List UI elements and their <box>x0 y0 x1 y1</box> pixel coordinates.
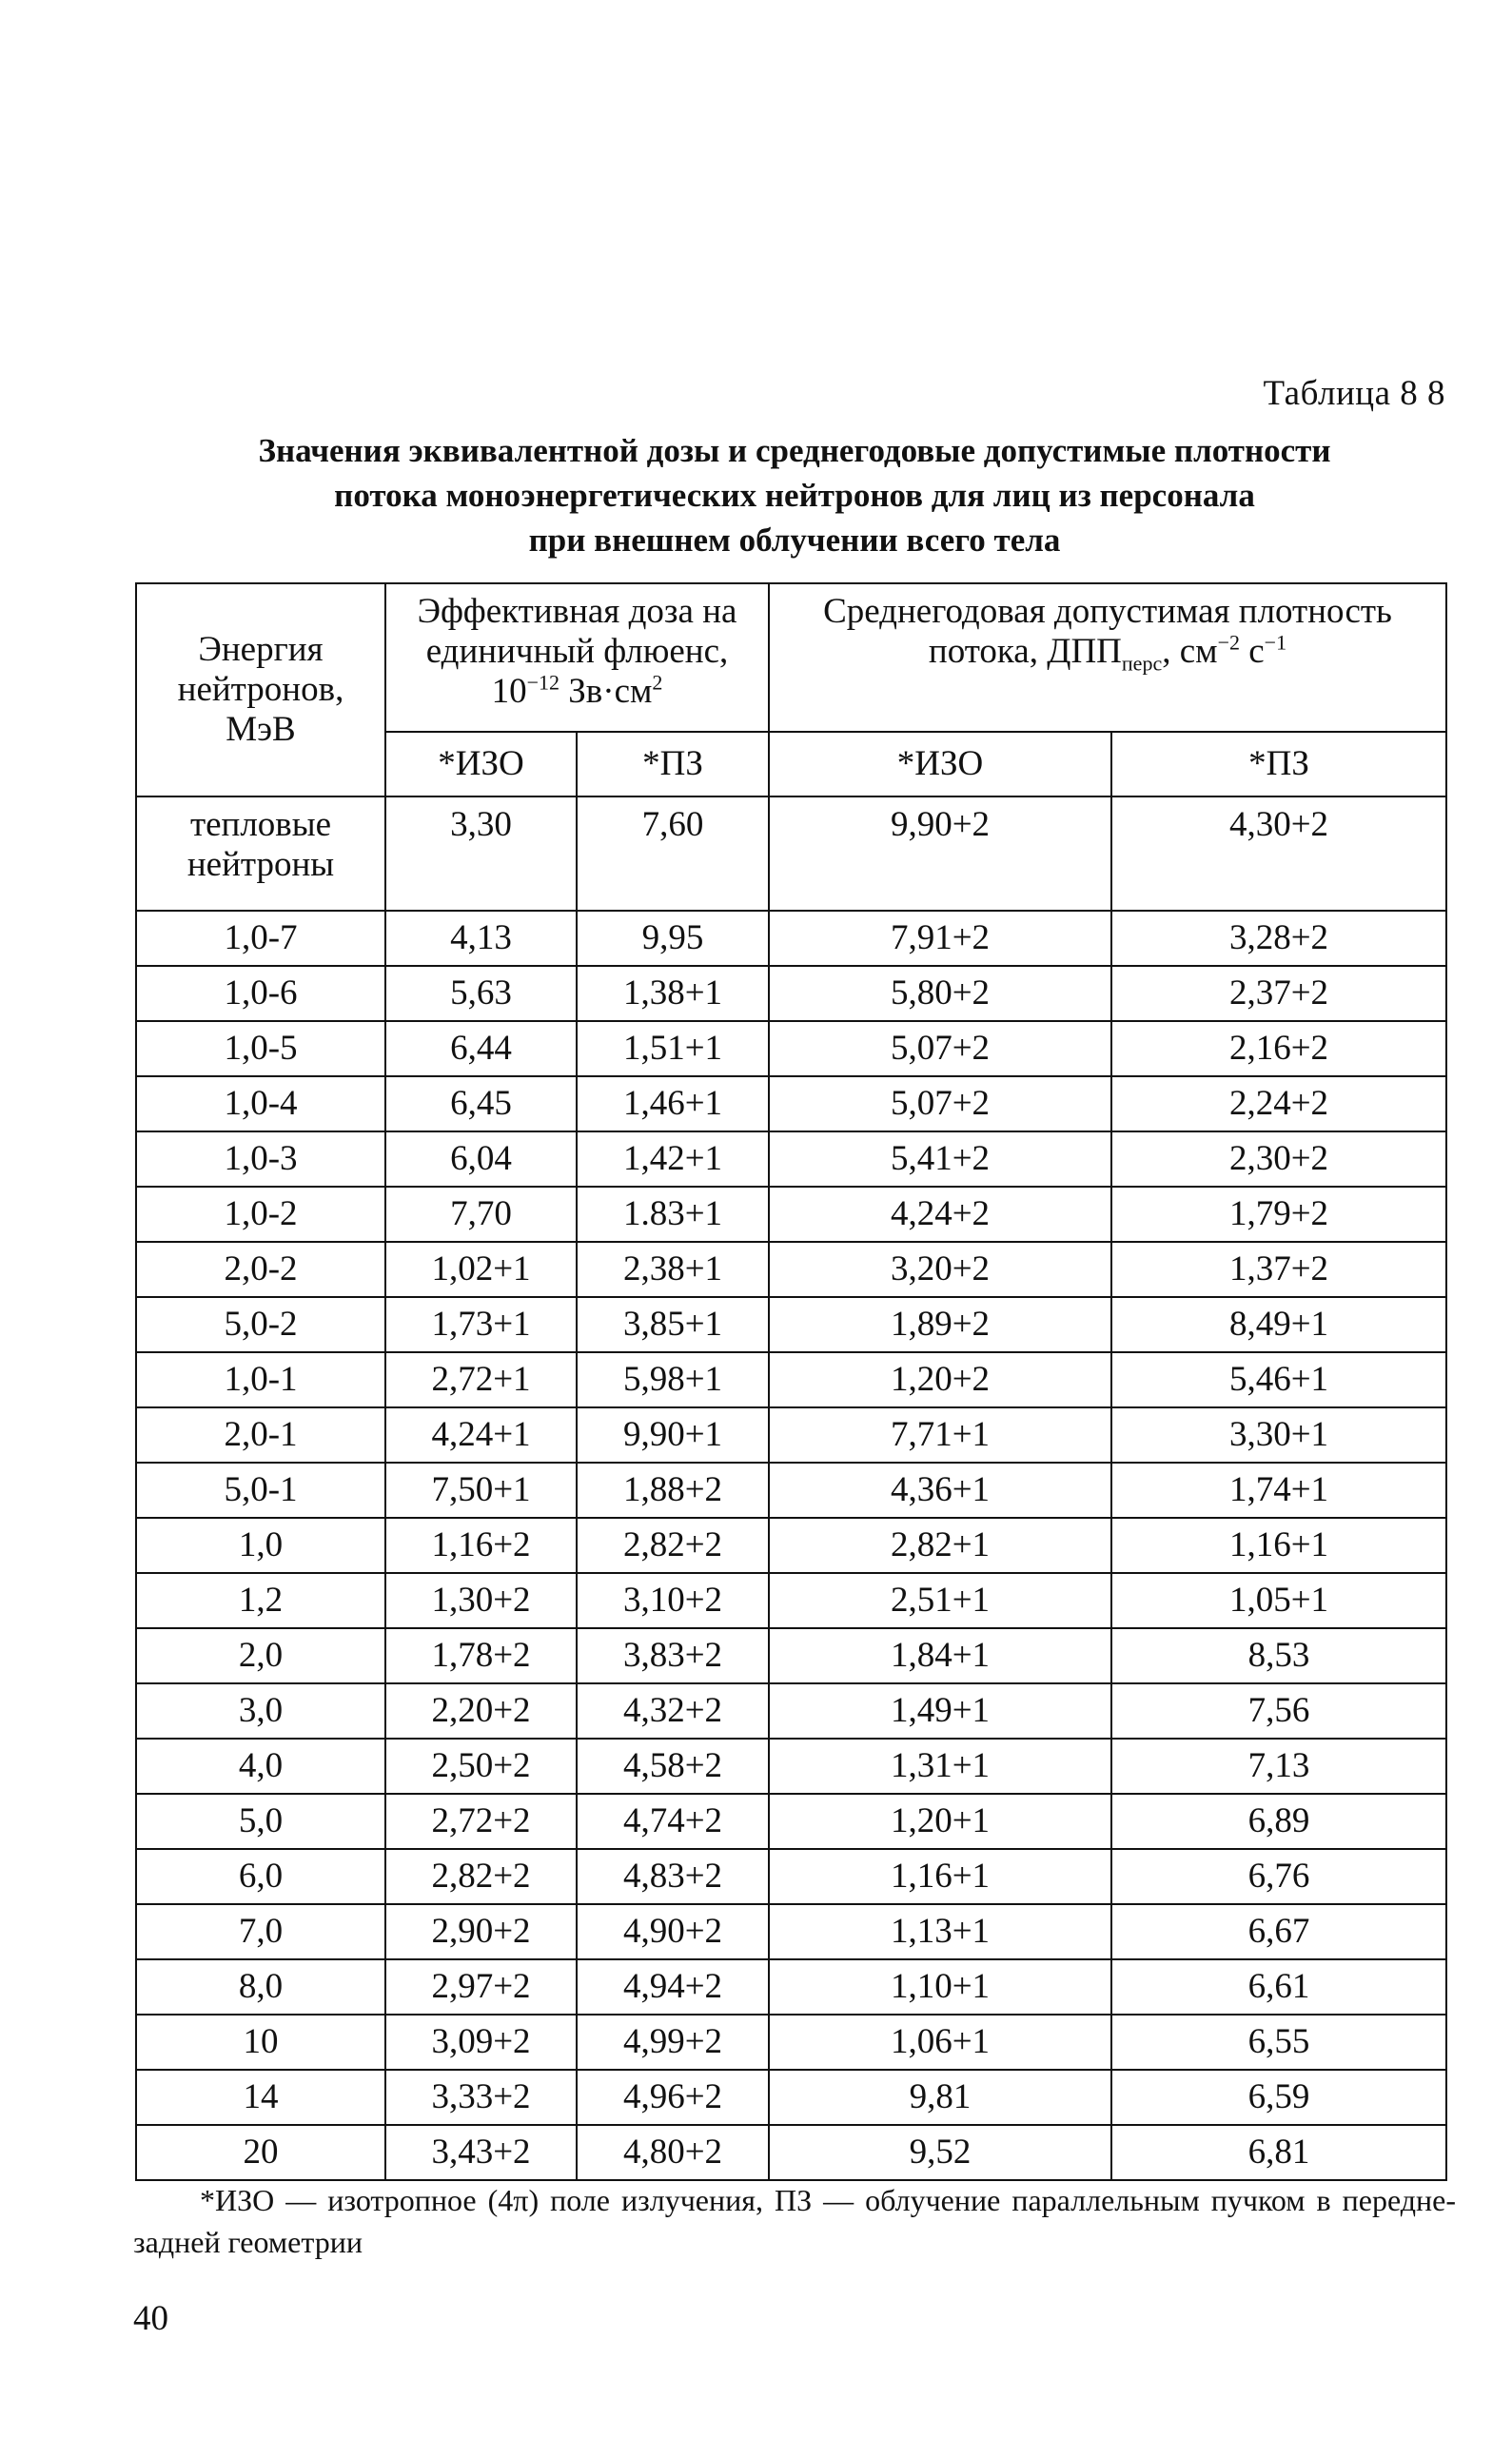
table-row <box>136 1463 1446 1518</box>
cell-flux-pz: 6,81 <box>1111 2125 1446 2180</box>
unit-text: Зв·см <box>560 672 653 711</box>
header-flux-iso: *ИЗО <box>769 732 1111 796</box>
cell-dose-pz: 4,90+2 <box>577 1904 769 1959</box>
cell-energy: 5,0-2 <box>136 1297 385 1352</box>
table-row <box>136 1794 1446 1849</box>
cell-flux-pz: 8,49+1 <box>1111 1297 1446 1352</box>
table-row <box>136 2125 1446 2180</box>
cell-energy: 2,0-2 <box>136 1242 385 1297</box>
cell-dose-pz: 4,80+2 <box>577 2125 769 2180</box>
title-line: при внешнем облучении всего тела <box>528 521 1061 559</box>
cell-flux-iso: 1,49+1 <box>769 1683 1111 1739</box>
cell-flux-pz: 3,28+2 <box>1111 911 1446 966</box>
cell-flux-iso: 1,20+2 <box>769 1352 1111 1407</box>
cell-flux-pz: 4,30+2 <box>1111 796 1446 911</box>
table-row <box>136 1021 1446 1076</box>
cell-energy: 6,0 <box>136 1849 385 1904</box>
data-table <box>135 582 1447 2181</box>
cell-dose-iso: 1,16+2 <box>385 1518 577 1573</box>
header-energy-line: Энергия <box>198 630 324 669</box>
cell-flux-iso: 5,07+2 <box>769 1021 1111 1076</box>
header-dose-group <box>385 583 769 732</box>
table-row <box>136 1297 1446 1352</box>
cell-dose-iso: 6,04 <box>385 1131 577 1187</box>
cell-flux-iso: 5,07+2 <box>769 1076 1111 1131</box>
cell-flux-pz: 5,46+1 <box>1111 1352 1446 1407</box>
cell-flux-pz: 6,67 <box>1111 1904 1446 1959</box>
cell-flux-iso: 4,24+2 <box>769 1187 1111 1242</box>
unit-base: 10 <box>491 672 527 711</box>
cell-energy: 5,0-1 <box>136 1463 385 1518</box>
flux-unit: , см <box>1162 632 1218 671</box>
table-row <box>136 1849 1446 1904</box>
flux-unit: с <box>1239 632 1265 671</box>
header-dose-pz: *ПЗ <box>577 732 769 796</box>
header-flux-group <box>769 583 1446 732</box>
cell-energy: 1,0-5 <box>136 1021 385 1076</box>
table-row <box>136 1904 1446 1959</box>
cell-flux-pz: 2,24+2 <box>1111 1076 1446 1131</box>
cell-energy: 5,0 <box>136 1794 385 1849</box>
cell-dose-iso: 5,63 <box>385 966 577 1021</box>
title-line: Значения эквивалентной дозы и среднегодовые допустимые плотности <box>258 432 1331 469</box>
cell-dose-pz: 5,98+1 <box>577 1352 769 1407</box>
cell-dose-pz: 3,83+2 <box>577 1628 769 1683</box>
flux-subscript: перс <box>1121 651 1163 676</box>
table-row <box>136 796 1446 911</box>
cell-flux-iso: 2,51+1 <box>769 1573 1111 1628</box>
cell-dose-pz: 9,95 <box>577 911 769 966</box>
header-energy <box>136 583 385 796</box>
cell-dose-pz: 2,82+2 <box>577 1518 769 1573</box>
cell-dose-iso: 2,72+1 <box>385 1352 577 1407</box>
cell-flux-iso: 1,13+1 <box>769 1904 1111 1959</box>
cell-flux-iso: 1,31+1 <box>769 1739 1111 1794</box>
header-flux-line: Среднегодовая допустимая плотность <box>823 592 1392 631</box>
header-dose-line: единичный флюенс, <box>425 632 729 671</box>
table-label: Таблица 8 8 <box>1263 374 1445 413</box>
cell-energy: 10 <box>136 2015 385 2070</box>
cell-flux-iso: 4,36+1 <box>769 1463 1111 1518</box>
table-row <box>136 1683 1446 1739</box>
unit-exponent: −12 <box>526 670 560 695</box>
cell-flux-pz: 3,30+1 <box>1111 1407 1446 1463</box>
cell-flux-iso: 9,90+2 <box>769 796 1111 911</box>
header-flux-line <box>770 630 1445 676</box>
cell-dose-pz: 4,99+2 <box>577 2015 769 2070</box>
cell-energy: 7,0 <box>136 1904 385 1959</box>
cell-dose-pz: 4,32+2 <box>577 1683 769 1739</box>
cell-dose-iso: 3,43+2 <box>385 2125 577 2180</box>
cell-dose-iso: 1,78+2 <box>385 1628 577 1683</box>
cell-flux-iso: 7,91+2 <box>769 911 1111 966</box>
cell-dose-iso: 3,30 <box>385 796 577 911</box>
table-row <box>136 1352 1446 1407</box>
cell-dose-pz: 2,38+1 <box>577 1242 769 1297</box>
cell-flux-iso: 1,16+1 <box>769 1849 1111 1904</box>
table-row <box>136 1131 1446 1187</box>
cell-flux-pz: 6,55 <box>1111 2015 1446 2070</box>
cell-dose-pz: 9,90+1 <box>577 1407 769 1463</box>
cell-flux-iso: 9,81 <box>769 2070 1111 2125</box>
cell-energy: 3,0 <box>136 1683 385 1739</box>
header-energy-line: МэВ <box>226 710 296 749</box>
cell-flux-pz: 7,56 <box>1111 1683 1446 1739</box>
cell-dose-iso: 4,13 <box>385 911 577 966</box>
cell-flux-pz: 1,74+1 <box>1111 1463 1446 1518</box>
cell-energy: 2,0 <box>136 1628 385 1683</box>
cell-energy: 1,0-3 <box>136 1131 385 1187</box>
header-flux-pz: *ПЗ <box>1111 732 1446 796</box>
cell-dose-iso: 3,09+2 <box>385 2015 577 2070</box>
cell-flux-iso: 9,52 <box>769 2125 1111 2180</box>
table-row <box>136 966 1446 1021</box>
table-row <box>136 1407 1446 1463</box>
cell-energy: тепловые нейтроны <box>136 796 385 911</box>
header-energy-line: нейтронов, <box>177 670 344 709</box>
cell-dose-pz: 1,46+1 <box>577 1076 769 1131</box>
cell-flux-iso: 3,20+2 <box>769 1242 1111 1297</box>
cell-flux-iso: 5,80+2 <box>769 966 1111 1021</box>
cell-energy: 1,0 <box>136 1518 385 1573</box>
cell-flux-iso: 2,82+1 <box>769 1518 1111 1573</box>
table-title <box>133 428 1456 562</box>
cell-dose-pz: 4,58+2 <box>577 1739 769 1794</box>
cell-dose-iso: 2,72+2 <box>385 1794 577 1849</box>
header-dose-iso: *ИЗО <box>385 732 577 796</box>
cell-flux-iso: 1,20+1 <box>769 1794 1111 1849</box>
cell-flux-iso: 1,89+2 <box>769 1297 1111 1352</box>
cell-flux-iso: 7,71+1 <box>769 1407 1111 1463</box>
cell-dose-iso: 1,02+1 <box>385 1242 577 1297</box>
cell-dose-iso: 3,33+2 <box>385 2070 577 2125</box>
cell-flux-iso: 1,84+1 <box>769 1628 1111 1683</box>
cell-dose-iso: 6,44 <box>385 1021 577 1076</box>
table-row <box>136 1739 1446 1794</box>
cell-flux-pz: 1,16+1 <box>1111 1518 1446 1573</box>
cell-energy: 20 <box>136 2125 385 2180</box>
title-line: потока моноэнергетических нейтронов для лиц из персонала <box>334 477 1255 514</box>
cell-dose-iso: 2,97+2 <box>385 1959 577 2015</box>
cell-dose-iso: 4,24+1 <box>385 1407 577 1463</box>
cell-dose-iso: 1,73+1 <box>385 1297 577 1352</box>
cell-energy: 1,0-2 <box>136 1187 385 1242</box>
table-row <box>136 1573 1446 1628</box>
cell-dose-pz: 1,88+2 <box>577 1463 769 1518</box>
header-dose-line: Эффективная доза на <box>417 592 737 631</box>
cell-dose-pz: 4,74+2 <box>577 1794 769 1849</box>
cell-dose-iso: 1,30+2 <box>385 1573 577 1628</box>
cell-dose-pz: 3,10+2 <box>577 1573 769 1628</box>
table-row <box>136 911 1446 966</box>
cell-flux-pz: 8,53 <box>1111 1628 1446 1683</box>
cell-flux-pz: 1,05+1 <box>1111 1573 1446 1628</box>
cell-energy: 2,0-1 <box>136 1407 385 1463</box>
cell-flux-pz: 2,16+2 <box>1111 1021 1446 1076</box>
table-row <box>136 1076 1446 1131</box>
cell-energy: 1,0-4 <box>136 1076 385 1131</box>
flux-exponent: −1 <box>1264 630 1287 655</box>
cell-dose-iso: 2,90+2 <box>385 1904 577 1959</box>
flux-exponent: −2 <box>1217 630 1240 655</box>
cell-dose-pz: 1,51+1 <box>577 1021 769 1076</box>
cell-dose-pz: 1,42+1 <box>577 1131 769 1187</box>
cell-energy: 1,0-7 <box>136 911 385 966</box>
cell-dose-pz: 3,85+1 <box>577 1297 769 1352</box>
cell-energy: 4,0 <box>136 1739 385 1794</box>
cell-energy: 1,0-1 <box>136 1352 385 1407</box>
flux-label: потока, ДПП <box>928 632 1122 671</box>
cell-flux-pz: 7,13 <box>1111 1739 1446 1794</box>
cell-dose-iso: 7,70 <box>385 1187 577 1242</box>
unit-exponent: 2 <box>652 670 663 695</box>
cell-energy: 1,0-6 <box>136 966 385 1021</box>
cell-flux-iso: 1,10+1 <box>769 1959 1111 2015</box>
cell-flux-pz: 6,76 <box>1111 1849 1446 1904</box>
cell-dose-iso: 6,45 <box>385 1076 577 1131</box>
table-row <box>136 1242 1446 1297</box>
table-row <box>136 2070 1446 2125</box>
cell-flux-pz: 2,37+2 <box>1111 966 1446 1021</box>
cell-flux-pz: 1,79+2 <box>1111 1187 1446 1242</box>
cell-dose-iso: 2,20+2 <box>385 1683 577 1739</box>
cell-dose-iso: 2,82+2 <box>385 1849 577 1904</box>
cell-dose-iso: 7,50+1 <box>385 1463 577 1518</box>
header-dose-unit <box>386 672 768 712</box>
table-row <box>136 2015 1446 2070</box>
table-row <box>136 1187 1446 1242</box>
cell-dose-pz: 4,96+2 <box>577 2070 769 2125</box>
table-row <box>136 1518 1446 1573</box>
cell-flux-pz: 6,89 <box>1111 1794 1446 1849</box>
cell-dose-iso: 2,50+2 <box>385 1739 577 1794</box>
table-row <box>136 1959 1446 2015</box>
cell-flux-iso: 5,41+2 <box>769 1131 1111 1187</box>
cell-flux-pz: 6,61 <box>1111 1959 1446 2015</box>
cell-energy: 1,2 <box>136 1573 385 1628</box>
cell-flux-iso: 1,06+1 <box>769 2015 1111 2070</box>
cell-energy: 8,0 <box>136 1959 385 2015</box>
footnote: *ИЗО — изотропное (4π) поле излучения, ПЗ — облучение параллельным пучком в передне-задней геометрии <box>133 2183 1456 2259</box>
cell-flux-pz: 6,59 <box>1111 2070 1446 2125</box>
cell-dose-pz: 1,38+1 <box>577 966 769 1021</box>
cell-energy: 14 <box>136 2070 385 2125</box>
cell-flux-pz: 2,30+2 <box>1111 1131 1446 1187</box>
cell-dose-pz: 4,83+2 <box>577 1849 769 1904</box>
table-row <box>136 1628 1446 1683</box>
cell-dose-pz: 4,94+2 <box>577 1959 769 2015</box>
page-number: 40 <box>133 2299 168 2338</box>
cell-flux-pz: 1,37+2 <box>1111 1242 1446 1297</box>
cell-dose-pz: 1.83+1 <box>577 1187 769 1242</box>
cell-dose-pz: 7,60 <box>577 796 769 911</box>
